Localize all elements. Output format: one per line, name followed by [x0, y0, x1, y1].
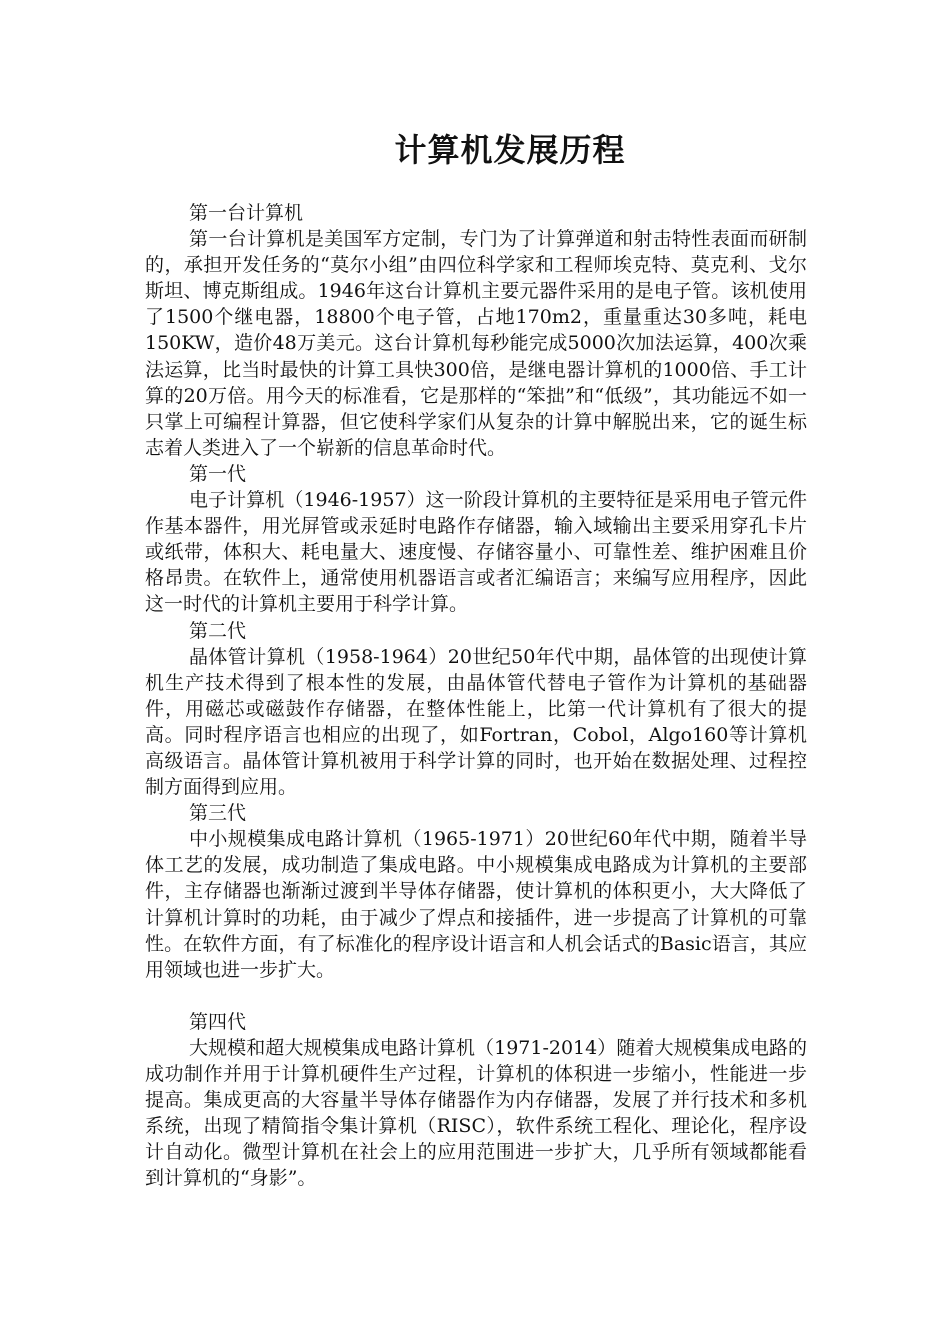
section-first-generation	[145, 461, 807, 618]
section-paragraph: 大规模和超大规模集成电路计算机（1971-2014）随着大规模集成电路的成功制作并用于计算机硬件生产过程，计算机的体积进一步缩小，性能进一步提高。集成更高的大容量半导体存储器作为内存储器，发展了并行技术和多机系统，出现了精简指令集计算机（RISC），软件系统工程化、理论化，程序设计自动化。微型计算机在社会上的应用范围进一步扩大，几乎所有领域都能看到计算机的“身影”。	[145, 1036, 807, 1190]
section-paragraph: 电子计算机（1946-1957）这一阶段计算机的主要特征是采用电子管元件作基本器件，用光屏管或汞延时电路作存储器，输入域输出主要采用穿孔卡片或纸带，体积大、耗电量大、速度慢、存储容量小、可靠性差、维护困难且价格昂贵。在软件上，通常使用机器语言或者汇编语言；来编写应用程序，因此这一时代的计算机主要用于科学计算。	[145, 489, 807, 616]
section-paragraph: 第一台计算机是美国军方定制，专门为了计算弹道和射击特性表面而研制的，承担开发任务的“莫尔小组”由四位科学家和工程师埃克特、莫克利、戈尔斯坦、博克斯组成。1946年这台计算机主要元器件采用的是电子管。该机使用了1500个继电器，18800个电子管，占地170m2，重量重达30多吨，耗电150KW，造价48万美元。这台计算机每秒能完成5000次加法运算，400次乘法运算，比当时最快的计算工具快300倍，是继电器计算机的1000倍、手工计算的20万倍。用今天的标准看，它是那样的“笨拙”和“低级”，其功能远不如一只掌上可编程计算器，但它使科学家们从复杂的计算中解脱出来，它的诞生标志着人类进入了一个崭新的信息革命时代。	[145, 228, 807, 459]
page-title: 计算机发展历程	[394, 131, 626, 169]
blank-line	[145, 983, 807, 1009]
document-body	[145, 200, 807, 1191]
section-heading: 第一代	[189, 462, 247, 485]
section-paragraph: 中小规模集成电路计算机（1965-1971）20世纪60年代中期，随着半导体工艺的发展，成功制造了集成电路。中小规模集成电路成为计算机的主要部件，主存储器也渐渐过渡到半导体存储器，使计算机的体积更小，大大降低了计算机计算时的功耗，由于减少了焊点和接插件，进一步提高了计算机的可靠性。在软件方面，有了标准化的程序设计语言和人机会话式的Basic语言，其应用领域也进一步扩大。	[145, 828, 807, 981]
section-heading: 第三代	[189, 802, 247, 825]
section-second-generation	[145, 618, 807, 801]
section-fourth-generation	[145, 1009, 807, 1192]
section-third-generation	[145, 800, 807, 983]
section-first-computer	[145, 200, 807, 461]
section-paragraph: 晶体管计算机（1958-1964）20世纪50年代中期，晶体管的出现使计算机生产技术得到了根本性的发展，由晶体管代替电子管作为计算机的基础器件，用磁芯或磁鼓作存储器，在整体性能上，比第一代计算机有了很大的提高。同时程序语言也相应的出现了，如Fortran，Cobol，Algo160等计算机高级语言。晶体管计算机被用于科学计算的同时，也开始在数据处理、过程控制方面得到应用。	[145, 645, 807, 799]
section-heading: 第一台计算机	[189, 202, 304, 224]
section-heading: 第二代	[189, 619, 247, 642]
section-heading: 第四代	[189, 1010, 247, 1033]
